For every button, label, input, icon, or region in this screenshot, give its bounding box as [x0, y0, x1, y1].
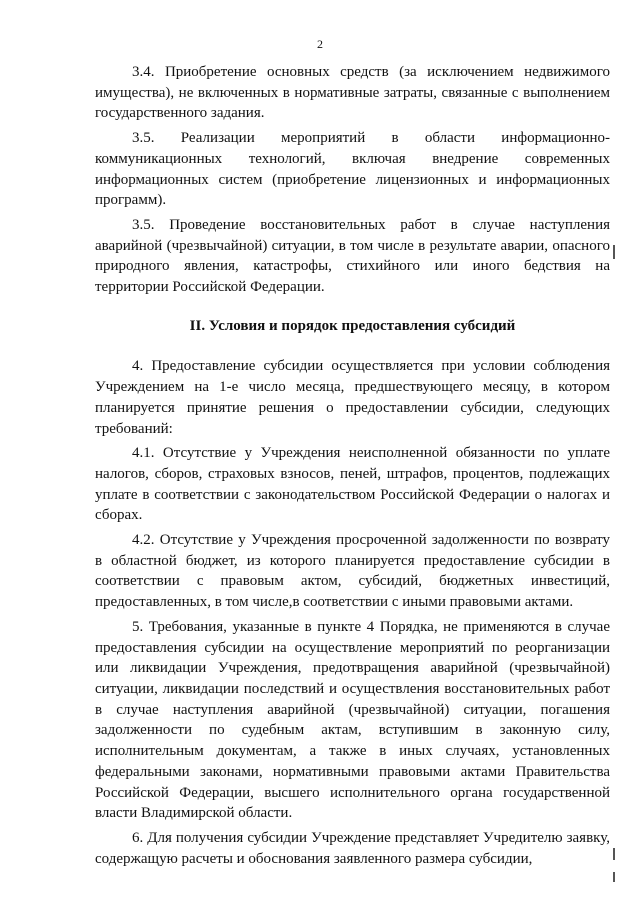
paragraph-4: 4. Предоставление субсидии осуществляется при условии соблюдения Учреждением на 1-е число месяца, предшествующего месяцу, в котором планируется принятие решения о предоставлении субсидии, следующих требований:: [95, 358, 610, 437]
paragraph-6: 6. Для получения субсидии Учреждение представляет Учредителю заявку, содержащую расчеты и обоснования заявленного размера субсидии,: [95, 829, 610, 867]
paragraph-4-2: 4.2. Отсутствие у Учреждения просроченной задолженности по возврату в областной бюджет, из которого планируется предоставление субсидии в соответствии с правовым актом, субсидий, бюджетных инвестиций, предоставленных, в том числе,в соответствии с иными правовыми актами.: [95, 532, 610, 611]
paragraph-3-5-restoration: 3.5. Проведение восстановительных работ в случае наступления аварийной (чрезвычайной) ситуации, в том числе в результате аварии, опасного природного явления, катастрофы, стихийного или иного бедствия на территории Российской Федерации.: [95, 216, 610, 296]
paragraph-3-4: 3.4. Приобретение основных средств (за исключением недвижимого имущества), не включенных в нормативные затраты, связанные с выполнением государственного задания.: [95, 64, 610, 122]
document-body: [95, 62, 610, 871]
page-number: 2: [317, 37, 323, 51]
scan-edge-mark: [613, 245, 615, 259]
section-heading: II. Условия и порядок предоставления субсидий: [189, 317, 516, 334]
paragraph-5: 5. Требования, указанные в пункте 4 Порядка, не применяются в случае предоставления субсидии на осуществление мероприятий по реорганизации или ликвидации Учреждения, предотвращения аварийной (чрезвычайной) ситуации, ликвидации последствий и осуществления восстановительных работ в случае наступления аварийной (чрезвычайной) ситуации, погашения задолженности по судебным актам, вступившим в законную силу, исполнительным документам, а также в иных случаях, установленных федеральными законами, нормативными правовыми актами Правительства Российской Федерации, высшего исполнительного органа государственной власти Владимирской области.: [95, 618, 610, 822]
scan-edge-mark: [613, 872, 615, 882]
scan-edge-mark: [613, 848, 615, 860]
paragraph-4-1: 4.1. Отсутствие у Учреждения неисполненной обязанности по уплате налогов, сборов, страховых взносов, пеней, штрафов, процентов, подлежащих уплате в соответствии с законодательством Российской Федерации о налогах и сборах.: [95, 445, 610, 524]
paragraph-3-5-it: 3.5. Реализации мероприятий в области информационно-коммуникационных технологий, включая внедрение современных информационных систем (приобретение лицензионных и информационных программ).: [95, 130, 610, 209]
